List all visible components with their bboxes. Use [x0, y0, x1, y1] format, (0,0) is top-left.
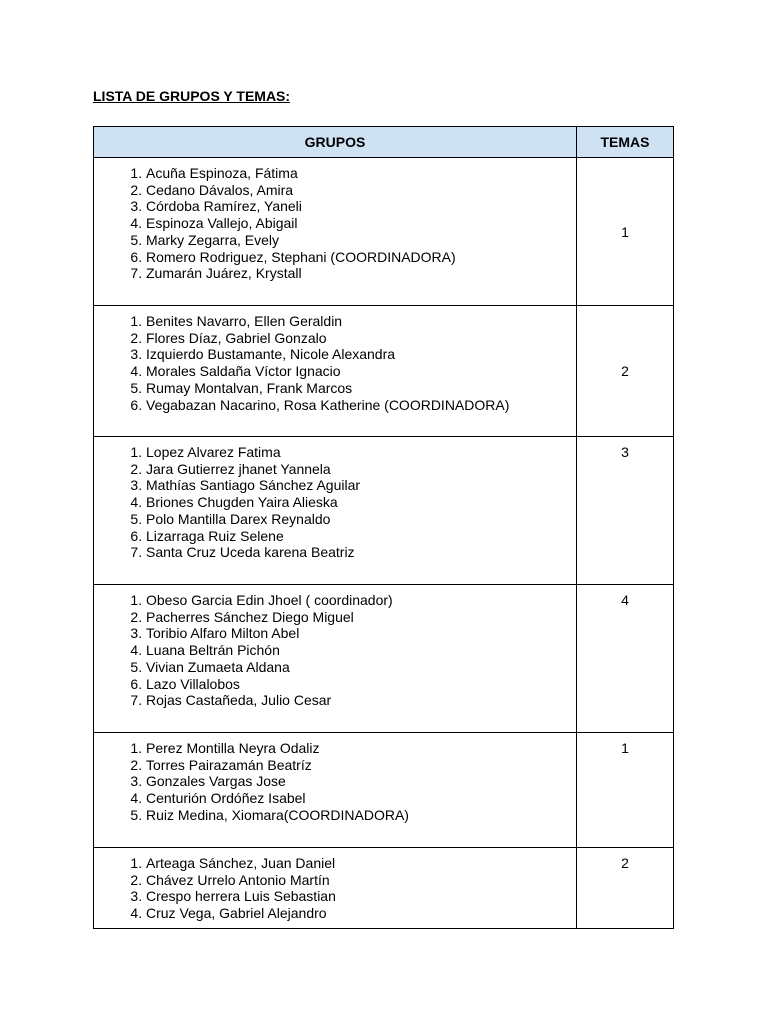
group-members-cell: [94, 437, 577, 585]
member-item: 2. Flores Díaz, Gabriel Gonzalo: [146, 330, 576, 347]
member-list: [94, 165, 576, 282]
member-item: 2. Pacherres Sánchez Diego Miguel: [146, 609, 576, 626]
header-temas: TEMAS: [577, 127, 674, 158]
tema-cell: 2: [577, 848, 674, 929]
tema-cell: 3: [577, 437, 674, 585]
member-list: [94, 855, 576, 922]
member-item: 4. Briones Chugden Yaira Alieska: [146, 494, 576, 511]
table-row: [94, 306, 674, 437]
member-item: 5. Vivian Zumaeta Aldana: [146, 659, 576, 676]
member-item: 3. Gonzales Vargas Jose: [146, 773, 576, 790]
member-item: 3. Toribio Alfaro Milton Abel: [146, 625, 576, 642]
page-title: LISTA DE GRUPOS Y TEMAS:: [93, 88, 291, 104]
member-item: 2. Chávez Urrelo Antonio Martín: [146, 872, 576, 889]
member-item: 5. Polo Mantilla Darex Reynaldo: [146, 511, 576, 528]
member-item: 2. Torres Pairazamán Beatríz: [146, 757, 576, 774]
member-item: 4. Luana Beltrán Pichón: [146, 642, 576, 659]
table-row: [94, 585, 674, 733]
member-item: 4. Cruz Vega, Gabriel Alejandro: [146, 905, 576, 922]
member-item: 1. Lopez Alvarez Fatima: [146, 444, 576, 461]
member-list: [94, 313, 576, 413]
group-members-cell: [94, 848, 577, 929]
member-item: 5. Marky Zegarra, Evely: [146, 232, 576, 249]
table-row: [94, 437, 674, 585]
member-list: [94, 444, 576, 561]
table-header-row: [94, 127, 674, 158]
member-item: 3. Crespo herrera Luis Sebastian: [146, 888, 576, 905]
member-item: 2. Jara Gutierrez jhanet Yannela: [146, 461, 576, 478]
member-item: 6. Romero Rodriguez, Stephani (COORDINADORA): [146, 249, 576, 266]
member-item: 4. Morales Saldaña Víctor Ignacio: [146, 363, 576, 380]
member-item: 5. Ruiz Medina, Xiomara(COORDINADORA): [146, 807, 576, 824]
tema-cell: 4: [577, 585, 674, 733]
member-item: 6. Vegabazan Nacarino, Rosa Katherine (COORDINADORA): [146, 397, 576, 414]
member-item: 1. Arteaga Sánchez, Juan Daniel: [146, 855, 576, 872]
tema-cell: 1: [577, 733, 674, 848]
tema-cell: 2: [577, 306, 674, 437]
member-item: 7. Santa Cruz Uceda karena Beatriz: [146, 544, 576, 561]
member-list: [94, 592, 576, 709]
member-item: 1. Benites Navarro, Ellen Geraldin: [146, 313, 576, 330]
member-item: 4. Centurión Ordóñez Isabel: [146, 790, 576, 807]
member-item: 6. Lazo Villalobos: [146, 676, 576, 693]
table-row: [94, 733, 674, 848]
tema-cell: 1: [577, 158, 674, 306]
group-members-cell: [94, 585, 577, 733]
member-item: 1. Obeso Garcia Edin Jhoel ( coordinador): [146, 592, 576, 609]
group-members-cell: [94, 158, 577, 306]
member-item: 3. Córdoba Ramírez, Yaneli: [146, 198, 576, 215]
table-row: [94, 848, 674, 929]
member-item: 3. Mathías Santiago Sánchez Aguilar: [146, 477, 576, 494]
member-list: [94, 740, 576, 824]
table-row: [94, 158, 674, 306]
member-item: 2. Cedano Dávalos, Amira: [146, 182, 576, 199]
member-item: 6. Lizarraga Ruiz Selene: [146, 528, 576, 545]
member-item: 7. Zumarán Juárez, Krystall: [146, 265, 576, 282]
group-members-cell: [94, 306, 577, 437]
groups-table: [93, 126, 674, 929]
member-item: 7. Rojas Castañeda, Julio Cesar: [146, 692, 576, 709]
member-item: 5. Rumay Montalvan, Frank Marcos: [146, 380, 576, 397]
member-item: 1. Perez Montilla Neyra Odaliz: [146, 740, 576, 757]
header-grupos: GRUPOS: [94, 127, 577, 158]
member-item: 3. Izquierdo Bustamante, Nicole Alexandra: [146, 346, 576, 363]
member-item: 1. Acuña Espinoza, Fátima: [146, 165, 576, 182]
group-members-cell: [94, 733, 577, 848]
member-item: 4. Espinoza Vallejo, Abigail: [146, 215, 576, 232]
